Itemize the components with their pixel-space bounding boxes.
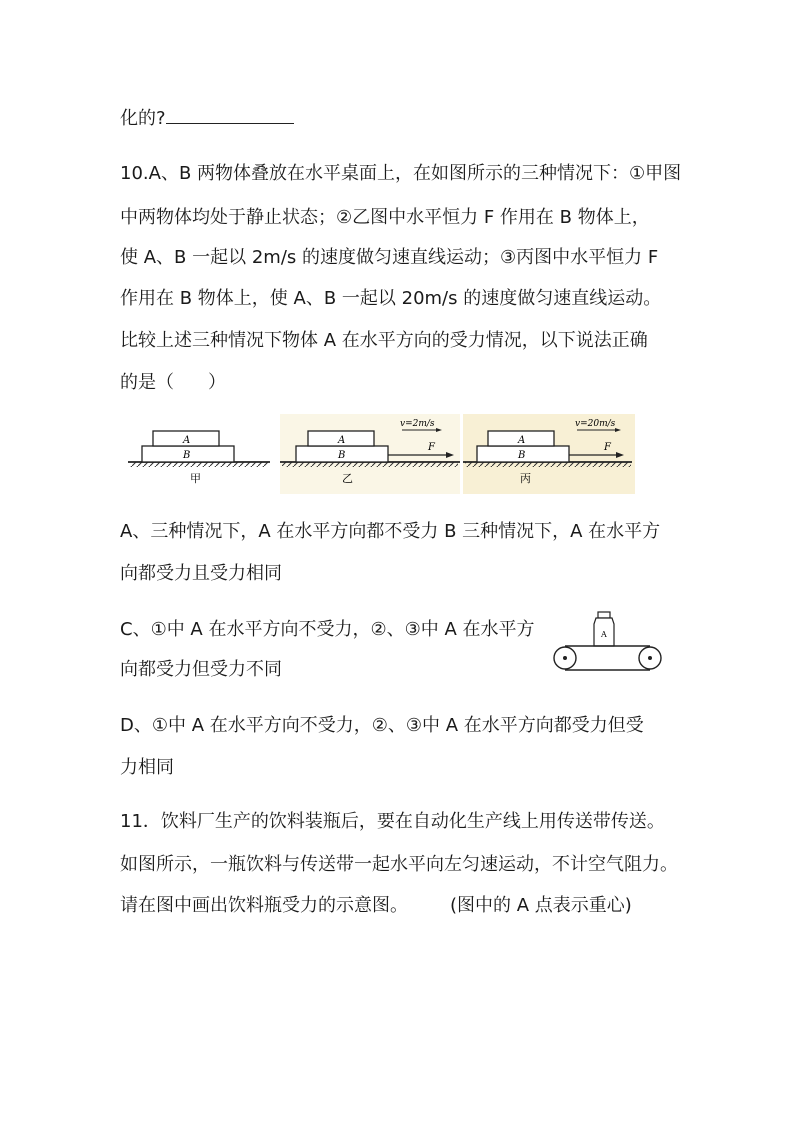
q10-line-5: 比较上述三种情况下物体 A 在水平方向的受力情况，以下说法正确 — [120, 330, 648, 351]
caption-yi: 乙 — [342, 472, 353, 485]
option-d-line-1: D、①中 A 在水平方向不受力，②、③中 A 在水平方向都受力但受 — [120, 715, 644, 736]
label-a-yi: A — [338, 435, 346, 446]
bottle — [594, 612, 614, 646]
label-b-yi: B — [338, 450, 346, 461]
speed-label-bing: v=20m/s — [575, 419, 616, 429]
q11-note: (图中的 A 点表示重心) — [450, 895, 632, 916]
conveyor-belt — [554, 646, 661, 670]
option-c-line-2: 向都受力但受力不同 — [120, 659, 282, 680]
label-b-bing: B — [518, 450, 526, 461]
label-b-jia: B — [183, 450, 191, 461]
q11-line-3 — [120, 894, 632, 918]
q10-line-6-start: 的是（ — [120, 372, 174, 393]
q9-tail-text: 化的? — [120, 108, 166, 129]
label-a-bing: A — [518, 435, 526, 446]
q11-line-3-text: 请在图中画出饮料瓶受力的示意图。 — [120, 895, 408, 916]
q11-line-1: 11．饮料厂生产的饮料装瓶后，要在自动化生产线上用传送带传送。 — [120, 811, 665, 832]
situation-jia — [128, 431, 270, 485]
caption-jia: 甲 — [190, 472, 201, 485]
speed-label-yi: v=2m/s — [400, 419, 435, 429]
q10-line-1: 10.A、B 两物体叠放在水平桌面上，在如图所示的三种情况下：①甲图 — [120, 163, 682, 184]
option-c-line-1: C、①中 A 在水平方向不受力，②、③中 A 在水平方 — [120, 619, 535, 640]
conveyor-belt-figure — [550, 610, 665, 675]
option-d-line-2: 力相同 — [120, 757, 174, 778]
label-a-jia: A — [183, 435, 191, 446]
q10-line-4: 作用在 B 物体上，使 A、B 一起以 20m/s 的速度做匀速直线运动。 — [120, 288, 662, 309]
force-label-yi: F — [428, 442, 435, 453]
answer-blank — [166, 107, 294, 124]
option-a-line-2: 向都受力且受力相同 — [120, 563, 282, 584]
q10-line-6 — [120, 371, 226, 395]
q9-tail-line — [120, 107, 294, 131]
q10-figure — [120, 412, 640, 497]
bottle-point-label: A — [601, 630, 607, 639]
q10-line-6-end: ） — [208, 372, 226, 393]
q11-line-2: 如图所示，一瓶饮料与传送带一起水平向左匀速运动，不计空气阻力。 — [120, 854, 678, 875]
caption-bing: 丙 — [520, 472, 531, 485]
q10-line-2: 中两物体均处于静止状态；②乙图中水平恒力 F 作用在 B 物体上， — [120, 207, 650, 228]
option-a-line-1: A、三种情况下，A 在水平方向都不受力 B 三种情况下，A 在水平方 — [120, 521, 661, 542]
q10-line-3: 使 A、B 一起以 2m/s 的速度做匀速直线运动；③丙图中水平恒力 F — [120, 247, 659, 268]
force-label-bing: F — [604, 442, 611, 453]
